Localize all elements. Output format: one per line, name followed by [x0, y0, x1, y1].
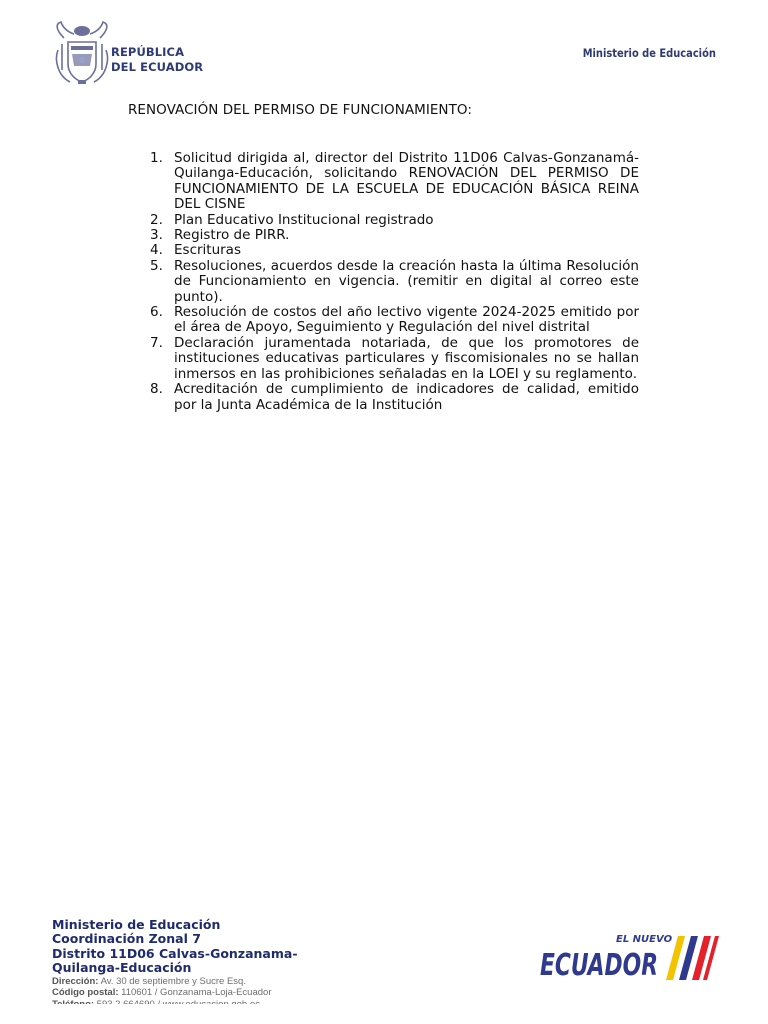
brand-big-text: ECUADOR — [540, 948, 658, 982]
document-title: RENOVACIÓN DEL PERMISO DE FUNCIONAMIENTO: — [128, 102, 472, 118]
footer-district-cont: Quilanga-Educación — [52, 960, 192, 976]
footer-district: Distrito 11D06 Calvas-Gonzanama- — [52, 945, 298, 961]
flag-stripes-icon — [666, 936, 719, 980]
requirement-number: 2. — [150, 211, 163, 228]
footer-postal — [52, 987, 342, 999]
requirement-text: Declaración juramentada notariada, de que los promotores de instituciones educativas particulares y fiscomisionales no se hallan inmersos en las prohibiciones señaladas en la LOEI y su reglamento. — [174, 334, 639, 382]
requirement-text: Plan Educativo Institucional registrado — [174, 211, 434, 228]
requirement-number: 8. — [150, 381, 163, 398]
footer-contact-block — [52, 918, 342, 1010]
address-label: Dirección: — [52, 975, 99, 987]
requirement-text: Registro de PIRR. — [174, 227, 290, 244]
ministry-header-label: Ministerio de Educación — [582, 46, 716, 60]
requirement-item — [146, 213, 639, 228]
requirement-number: 6. — [150, 304, 163, 321]
requirement-item — [146, 305, 639, 336]
republica-wordmark — [111, 45, 203, 75]
requirement-item — [146, 382, 639, 413]
requirement-number: 3. — [150, 227, 163, 244]
republica-line-1: REPÚBLICA — [111, 45, 185, 59]
requirement-item — [146, 151, 639, 213]
coat-of-arms-icon — [52, 20, 112, 88]
requirement-item — [146, 243, 639, 258]
postal-label: Código postal: — [52, 987, 119, 999]
requirements-list — [146, 151, 639, 413]
page-bottom-edge — [0, 1004, 768, 1024]
requirement-number: 7. — [150, 334, 163, 351]
footer-address — [52, 976, 342, 988]
address-value: Av. 30 de septiembre y Sucre Esq. — [98, 975, 246, 987]
requirement-text: Solicitud dirigida al, director del Distrito 11D06 Calvas-Gonzanamá-Quilanga-Educación, solicitando RENOVACIÓN DEL PERMISO DE FUNCIONAMIENTO DE LA ESCUELA DE EDUCACIÓN BÁSICA REINA DEL CISNE — [174, 150, 639, 213]
requirement-number: 5. — [150, 257, 163, 274]
republica-line-2: DEL ECUADOR — [111, 60, 204, 74]
republica-logo — [52, 20, 212, 90]
requirement-item — [146, 259, 639, 305]
brand-small-text: EL NUEVO — [616, 934, 673, 945]
requirement-text: Resoluciones, acuerdos desde la creación hasta la última Resolución de Funcionamiento en vigencia. (remitir en digital al correo este punto). — [174, 257, 639, 305]
requirement-text: Acreditación de cumplimiento de indicadores de calidad, emitido por la Junta Académica de la Institución — [174, 381, 639, 413]
requirement-number: 4. — [150, 242, 163, 259]
postal-value: 110601 / Gonzanama-Loja-Ecuador — [118, 987, 272, 999]
requirement-item — [146, 336, 639, 382]
requirement-item — [146, 228, 639, 243]
requirement-text: Resolución de costos del año lectivo vigente 2024-2025 emitido por el área de Apoyo, Seguimiento y Regulación del nivel distrital — [174, 304, 639, 336]
footer-ministry: Ministerio de Educación — [52, 917, 221, 932]
el-nuevo-ecuador-logo — [538, 930, 720, 982]
requirement-number: 1. — [150, 150, 163, 166]
requirement-text: Escrituras — [174, 242, 241, 259]
footer-zone: Coordinación Zonal 7 — [52, 931, 201, 947]
